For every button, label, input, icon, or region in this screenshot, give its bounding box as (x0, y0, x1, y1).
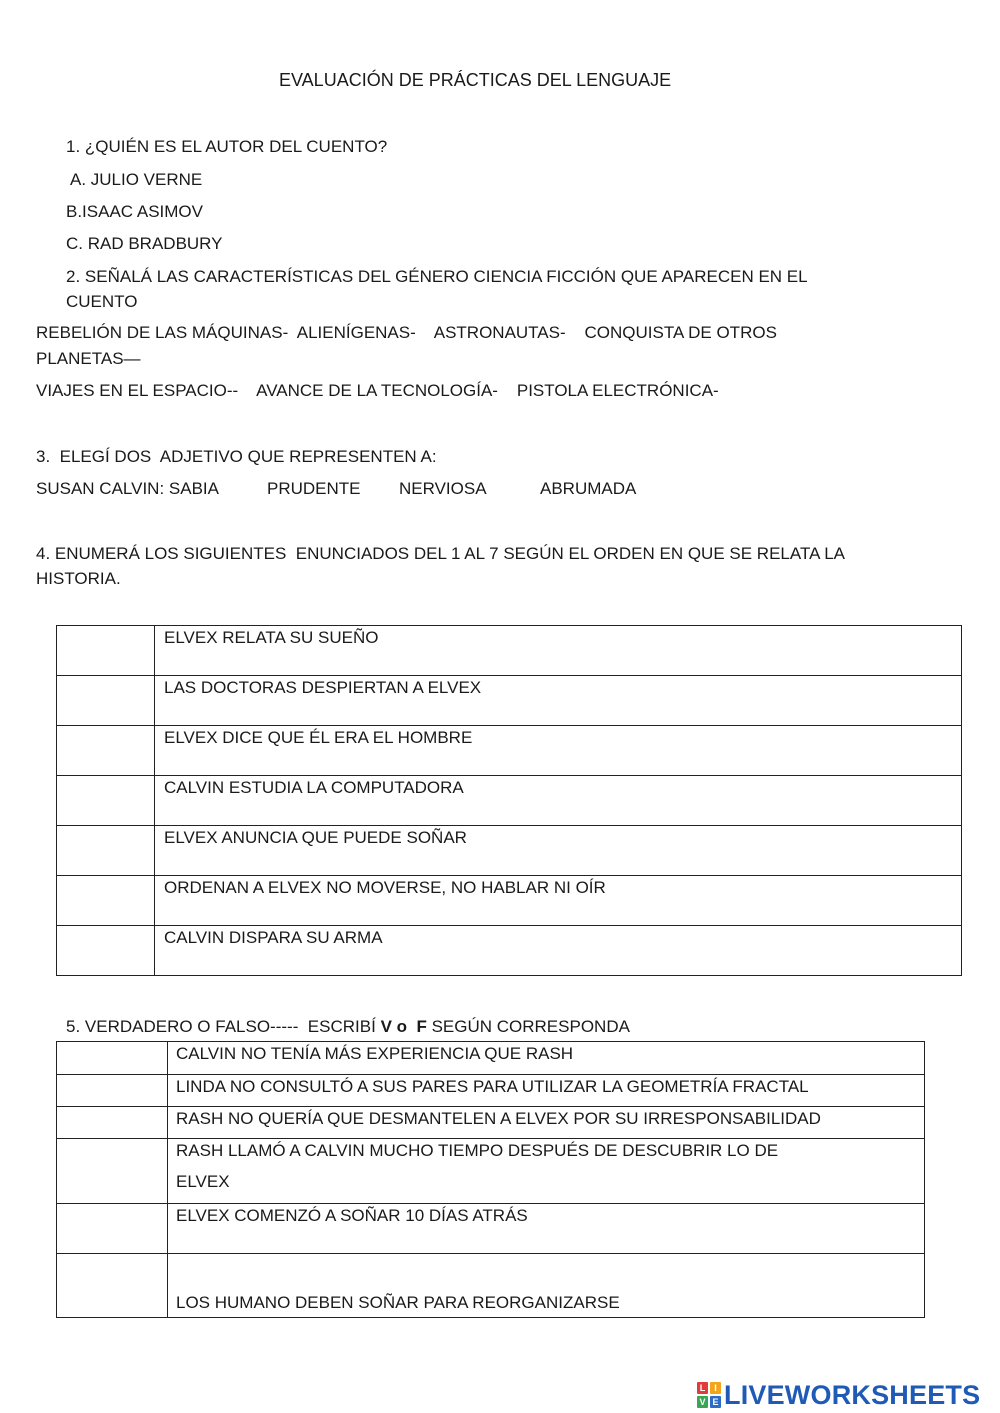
answer-cell[interactable] (57, 926, 155, 976)
q5-question (66, 1017, 630, 1037)
statement-text: LOS HUMANO DEBEN SOÑAR PARA REORGANIZARSE (168, 1254, 925, 1318)
q5-suffix: SEGÚN CORRESPONDA (426, 1017, 630, 1036)
liveworksheets-logo (697, 1378, 980, 1412)
q1-option-a: A. JULIO VERNE (70, 170, 203, 189)
table-row (57, 826, 962, 876)
statement-text: ELVEX COMENZÓ A SOÑAR 10 DÍAS ATRÁS (168, 1204, 925, 1254)
q3-subject: SUSAN CALVIN: SABIA (36, 479, 219, 498)
table-row (57, 1042, 925, 1075)
statement-line: ELVEX (176, 1172, 230, 1191)
table-row (57, 676, 962, 726)
q3-adjective: ABRUMADA (540, 479, 637, 498)
logo-mark-letter: E (710, 1396, 721, 1408)
q5-bold: V o F (380, 1017, 427, 1036)
statement-line: RASH LLAMÓ A CALVIN MUCHO TIEMPO DESPUÉS DE DESCUBRIR LO DE (176, 1141, 779, 1160)
q1-question: 1. ¿QUIÉN ES EL AUTOR DEL CUENTO? (66, 137, 388, 156)
answer-cell[interactable] (57, 1075, 168, 1107)
q2-question-line2: CUENTO (66, 292, 138, 311)
answer-cell[interactable] (57, 1139, 168, 1204)
answer-cell[interactable] (57, 726, 155, 776)
q2-options-line1: REBELIÓN DE LAS MÁQUINAS- ALIENÍGENAS- ASTRONAUTAS- CONQUISTA DE OTROS (36, 323, 777, 342)
answer-cell[interactable] (57, 1254, 168, 1318)
q2-options-line3: VIAJES EN EL ESPACIO-- AVANCE DE LA TECNOLOGÍA- PISTOLA ELECTRÓNICA- (36, 381, 719, 400)
statement-text: RASH NO QUERÍA QUE DESMANTELEN A ELVEX POR SU IRRESPONSABILIDAD (168, 1107, 925, 1139)
logo-mark-letter: L (697, 1382, 708, 1394)
order-table (56, 625, 962, 976)
statement-text: CALVIN NO TENÍA MÁS EXPERIENCIA QUE RASH (168, 1042, 925, 1075)
table-row (57, 1075, 925, 1107)
table-row (57, 876, 962, 926)
q3-adjective: NERVIOSA (399, 479, 487, 498)
answer-cell[interactable] (57, 776, 155, 826)
answer-cell[interactable] (57, 1042, 168, 1075)
statement-text: ELVEX RELATA SU SUEÑO (155, 626, 962, 676)
statement-text: CALVIN DISPARA SU ARMA (155, 926, 962, 976)
statement-text (168, 1139, 925, 1204)
q5-prefix: 5. VERDADERO O FALSO----- ESCRIBÍ (66, 1017, 381, 1036)
logo-mark-letter: V (697, 1396, 708, 1408)
statement-text: CALVIN ESTUDIA LA COMPUTADORA (155, 776, 962, 826)
answer-cell[interactable] (57, 626, 155, 676)
statement-text: LINDA NO CONSULTÓ A SUS PARES PARA UTILIZAR LA GEOMETRÍA FRACTAL (168, 1075, 925, 1107)
answer-cell[interactable] (57, 676, 155, 726)
q2-options-line2: PLANETAS— (36, 349, 141, 368)
logo-mark-icon (697, 1382, 721, 1408)
answer-cell[interactable] (57, 1107, 168, 1139)
logo-text: LIVEWORKSHEETS (724, 1379, 981, 1410)
q3-adjective: PRUDENTE (267, 479, 361, 498)
answer-cell[interactable] (57, 826, 155, 876)
statement-text: ELVEX DICE QUE ÉL ERA EL HOMBRE (155, 726, 962, 776)
table-row (57, 626, 962, 676)
table-row (57, 776, 962, 826)
q2-question-line1: 2. SEÑALÁ LAS CARACTERÍSTICAS DEL GÉNERO CIENCIA FICCIÓN QUE APARECEN EN EL (66, 267, 808, 286)
table-row (57, 1139, 925, 1204)
table-row (57, 726, 962, 776)
page-title: EVALUACIÓN DE PRÁCTICAS DEL LENGUAJE (279, 70, 672, 90)
statement-text: ELVEX ANUNCIA QUE PUEDE SOÑAR (155, 826, 962, 876)
q3-question: 3. ELEGÍ DOS ADJETIVO QUE REPRESENTEN A: (36, 447, 437, 466)
answer-cell[interactable] (57, 1204, 168, 1254)
q1-option-c: C. RAD BRADBURY (66, 234, 223, 253)
table-row (57, 926, 962, 976)
table-row (57, 1107, 925, 1139)
table-row (57, 1254, 925, 1318)
table-row (57, 1204, 925, 1254)
answer-cell[interactable] (57, 876, 155, 926)
q4-question-line2: HISTORIA. (36, 569, 121, 588)
q1-option-b: B.ISAAC ASIMOV (66, 202, 203, 221)
statement-text: ORDENAN A ELVEX NO MOVERSE, NO HABLAR NI OÍR (155, 876, 962, 926)
q4-question-line1: 4. ENUMERÁ LOS SIGUIENTES ENUNCIADOS DEL 1 AL 7 SEGÚN EL ORDEN EN QUE SE RELATA LA (36, 544, 845, 563)
true-false-table (56, 1041, 925, 1318)
statement-text: LAS DOCTORAS DESPIERTAN A ELVEX (155, 676, 962, 726)
logo-mark-letter: I (710, 1382, 721, 1394)
